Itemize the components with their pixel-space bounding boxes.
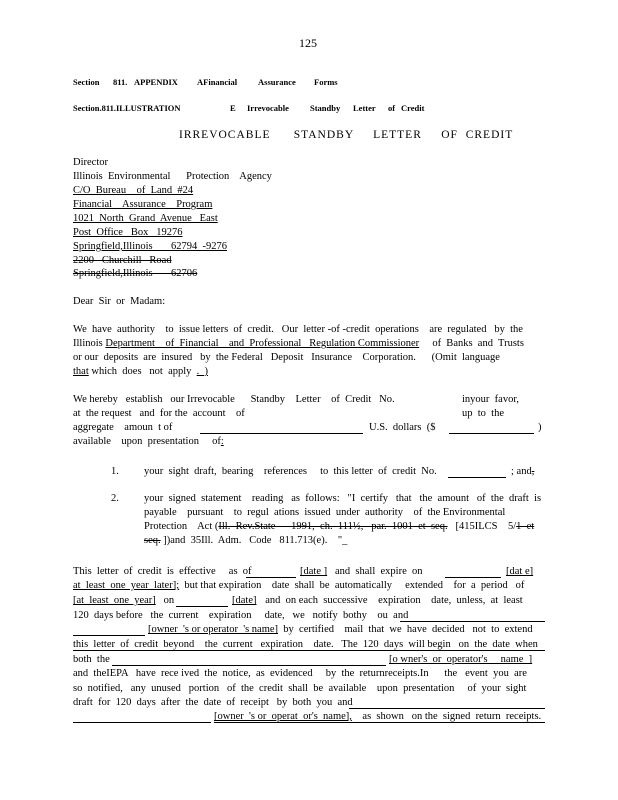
paragraph-line: draft for 120 days after the date of receipt by both you and (73, 697, 353, 708)
paragraph-line: U.S. dollars ($ (369, 422, 436, 433)
paragraph-line: [date] (232, 595, 257, 606)
paragraph-line: or our deposits are insured by the Federal Deposit Insurance Corporation. (Omit language (73, 352, 500, 363)
paragraph-line: inyour favor, (462, 394, 520, 405)
text-run: 1 et (516, 521, 535, 532)
address-line: Financial Assurance Program (73, 199, 213, 210)
paragraph-line (148, 624, 533, 636)
paragraph-line: and on each successive expiration date, unless, at least (260, 595, 523, 606)
notify-blank[interactable] (400, 621, 545, 622)
paragraph-line: both the (73, 654, 110, 665)
text-run: )and 35Ill. Adm. Code 811.713(e). (166, 535, 338, 546)
paragraph-line (73, 436, 224, 448)
paragraph-line (73, 580, 524, 592)
paragraph-line: [o wner's or operator's name ] (389, 654, 533, 665)
underline-rule (214, 722, 545, 723)
owner-name-blank-2[interactable] (73, 722, 211, 723)
item-text (511, 466, 534, 478)
header-standby: Standby (310, 103, 341, 113)
paragraph-line (73, 338, 524, 350)
item-number: 2. (111, 493, 119, 504)
paragraph-line: 120 days before the current expiration date, we notify bothy ou and (73, 610, 409, 621)
address-line: Post Office Box 19276 (73, 227, 183, 238)
document-title: IRREVOCABLE STANDBY LETTER OF CREDIT (179, 129, 514, 141)
text-run: ; and (511, 466, 532, 477)
paragraph-line: [date ] (300, 566, 328, 577)
item-text: your signed statement reading as follows: "I certify that the amount of the draft is (144, 493, 542, 504)
paragraph-line (73, 595, 174, 607)
address-line: 1021 North Grand Avenue East (73, 213, 218, 224)
text-run: the event you are (428, 668, 527, 679)
text-run: Department of Financial and Professional Regulation (105, 338, 358, 349)
text-run: as shown on the signed return receipts. (351, 711, 542, 722)
paragraph-line: up to the (462, 408, 504, 419)
paragraph-line: aggregate amoun t of (73, 422, 173, 433)
owner-name-blank[interactable] (112, 665, 386, 666)
header-forms: Forms (314, 77, 338, 87)
header-section-number: 811. (113, 77, 128, 87)
text-run: ._) (196, 366, 209, 377)
text-run: available upon presentation of (73, 436, 221, 447)
item-number: 1. (111, 466, 119, 477)
text-run: at least one year later]; (73, 580, 180, 591)
effective-date-blank[interactable] (246, 577, 296, 578)
paragraph-line: ) (538, 422, 542, 433)
header-section-label: Section (73, 77, 100, 87)
header-letter: Letter (353, 103, 376, 113)
text-run: [owner 's or operat or's name], (214, 711, 352, 722)
text-run: but that expiration date shall be automatically extended for a period of (179, 580, 525, 591)
header-section-illustration: Section.811.ILLUSTRATION (73, 103, 181, 113)
header-afinancial: AFinancial (197, 77, 238, 87)
item-text: your sight draft, bearing references to this letter of credit No. (144, 466, 437, 477)
paragraph-line: at the request and for the account of (73, 408, 245, 419)
header-irrevocable: Irrevocable (247, 103, 289, 113)
text-run: "_ (337, 535, 348, 546)
text-run: on (155, 595, 175, 606)
underline-rule (73, 650, 545, 651)
paragraph-line: We have authority to issue letters of credit. Our letter -of -credit operations are regulated by the (73, 324, 523, 335)
dollar-blank[interactable] (449, 433, 534, 434)
header-of: of (388, 103, 396, 113)
page-number: 125 (299, 36, 317, 50)
date-blank[interactable] (176, 606, 228, 607)
header-credit: Credit (401, 103, 425, 113)
paragraph-line: This letter of credit is effective as of (73, 566, 252, 577)
text-run: seq. (144, 535, 161, 546)
expiry-date-blank[interactable] (445, 577, 501, 578)
text-run: [at least one year] (73, 595, 156, 606)
paragraph-line: so notified, any unused portion of the credit shall be available upon presentation of your sight (73, 683, 527, 694)
address-line: Springfield,Illinois 62794 -9276 (73, 241, 227, 252)
text-run: Ill. Rev.State 1991, ch. 111½, par. 1001 et seq. (218, 521, 448, 532)
text-run: and theIEPA have rece ived the notice, as evidenced by the returnreceipts.In (73, 668, 429, 679)
text-run: Protection Act ( (144, 521, 219, 532)
paragraph-line: [dat e] (506, 566, 534, 577)
amount-blank[interactable] (200, 433, 363, 434)
text-run: by certified mail that we have decided not to extend (278, 624, 533, 635)
text-run: Commissioner (357, 338, 420, 349)
salutation: Dear Sir or Madam: (73, 296, 166, 307)
paragraph-line: and shall expire on (335, 566, 423, 577)
address-line: C/O Bureau of Land #24 (73, 185, 194, 196)
address-line: Illinois Environmental Protection Agency (73, 171, 272, 182)
header-appendix: APPENDIX (134, 77, 178, 87)
address-line: Director (73, 157, 108, 168)
paragraph-line: this letter of credit beyond the current expiration date. The 120 days will begin on the date when (73, 639, 538, 650)
text-run: Illinois (73, 338, 106, 349)
address-line-struck: Springfield,Illinois 62706 (73, 268, 198, 279)
reference-number-blank[interactable] (448, 477, 506, 478)
text-run: which does not apply (88, 366, 197, 377)
header-e: E (230, 103, 236, 113)
text-run: of Banks and Trusts (419, 338, 524, 349)
paragraph-line: We hereby establish our Irrevocable Standby Letter of Credit No. (73, 394, 395, 405)
item-text: payable pursuant to regul ations issued under authority of the Environmental (144, 507, 506, 518)
both-you-blank[interactable] (349, 708, 545, 709)
text-run: [415ILCS 5/ (447, 521, 517, 532)
item-text (144, 535, 347, 547)
item-text (144, 521, 534, 533)
paragraph-line (73, 366, 208, 378)
text-run: that (73, 366, 89, 377)
text-run: , (531, 466, 535, 477)
address-line-struck: 2200 Churchill Road (73, 255, 172, 266)
paragraph-line (73, 668, 527, 680)
text-run: : (220, 436, 224, 447)
text-run: [owner 's or operator 's name] (148, 624, 279, 635)
owner-blank[interactable] (73, 635, 145, 636)
header-assurance: Assurance (258, 77, 296, 87)
text-run: ] (160, 535, 167, 546)
